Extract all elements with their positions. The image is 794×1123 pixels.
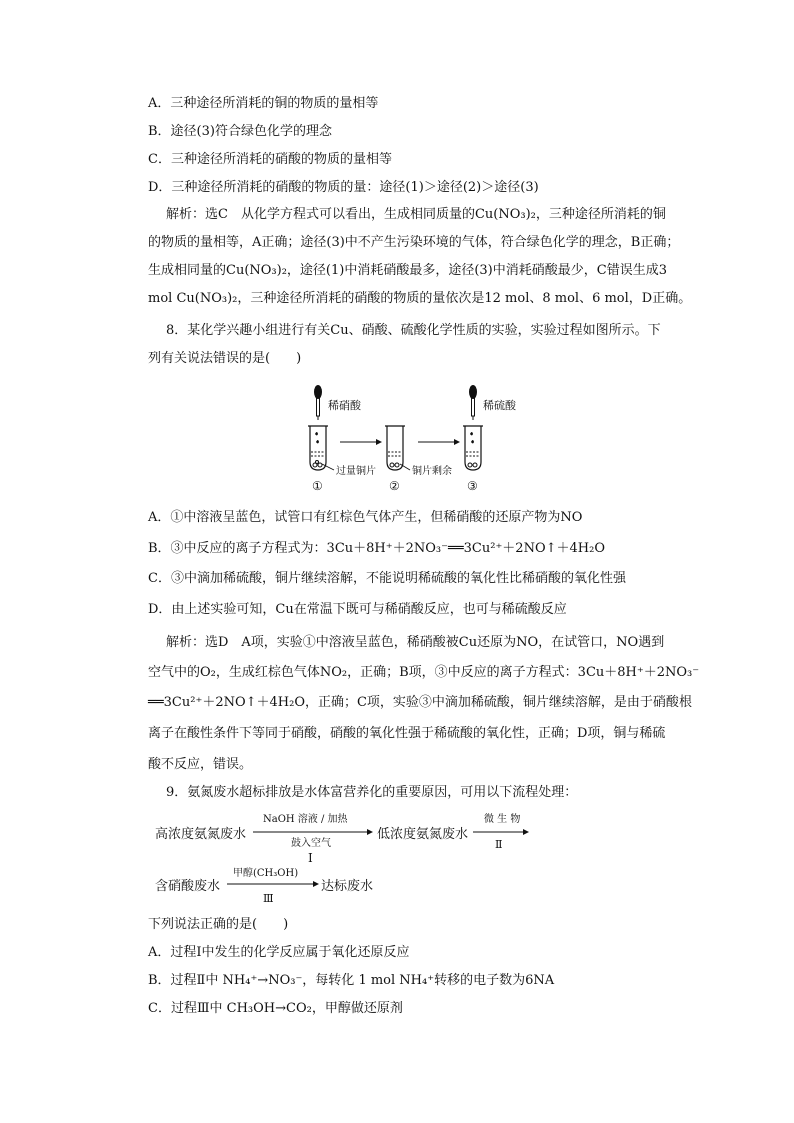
label-excess-copper: 过量铜片 [336,466,376,477]
dropper-icon [314,385,322,420]
q7-analysis-line: 解析：选C 从化学方程式可以看出，生成相同质量的Cu(NO₃)₂，三种途径所消耗的铜 [166,207,666,222]
test-tube-2 [385,426,405,470]
q9-option-c: C．过程Ⅲ中 CH₃OH→CO₂，甲醇做还原剂 [148,1001,403,1016]
q7-analysis-line: mol Cu(NO₃)₂，三种途径所消耗的硝酸的物质的量依次是12 mol、8 mol、6 mol，D正确。 [148,291,692,306]
flow-low-concentration: 低浓度氨氮废水 [377,827,469,842]
q8-option-a: A．①中溶液呈蓝色，试管口有红棕色气体产生，但稀硝酸的还原产物为NO [148,510,583,525]
flow-step3-number: Ⅲ [263,892,274,905]
q8-option-d: D．由上述实验可知，Cu在常温下既可与稀硝酸反应，也可与稀硫酸反应 [148,602,567,617]
q7-option-a: A．三种途径所消耗的铜的物质的量相等 [148,96,379,111]
test-tube-3 [463,426,483,470]
q9-option-b: B．过程Ⅱ中 NH₄⁺→NO₃⁻，每转化 1 mol NH₄⁺转移的电子数为6NA [148,973,555,988]
flow-nitrate-wastewater: 含硝酸废水 [155,879,221,894]
q7-analysis-line: 生成相同量的Cu(NO₃)₂，途径(1)中消耗硝酸最多，途径(3)中消耗硝酸最少，C错误生成3 [148,263,667,278]
q9-question: 下列说法正确的是( ) [148,917,289,932]
tube-label-1: ① [312,479,323,493]
tube-label-3: ③ [467,479,478,493]
flow-step1-reagent: NaOH 溶液 / 加热 [263,814,348,825]
q8-analysis-line: 解析：选D A项，实验①中溶液呈蓝色，稀硝酸被Cu还原为NO，在试管口，NO遇到 [166,635,665,650]
q8-analysis-line: ══3Cu²⁺＋2NO↑＋4H₂O，正确；C项，实验③中滴加稀硫酸，铜片继续溶解，是由于硝酸根 [148,695,692,710]
q7-option-b: B．途径(3)符合绿色化学的理念 [148,124,332,139]
q8-option-b: B．③中反应的离子方程式为：3Cu＋8H⁺＋2NO₃⁻══3Cu²⁺＋2NO↑＋4H₂O [148,541,605,556]
label-copper-remaining: 铜片剩余 [412,466,452,477]
flow-step1-air: 鼓入空气 [291,838,331,849]
q8-analysis-line: 离子在酸性条件下等同于硝酸，硝酸的氧化性强于稀硫酸的氧化性，正确；D项，铜与稀硫 [148,726,666,741]
q8-analysis-line: 空气中的O₂，生成红棕色气体NO₂，正确；B项，③中反应的离子方程式：3Cu＋8H⁺＋2NO₃⁻ [148,665,700,680]
q8-option-c: C．③中滴加稀硫酸，铜片继续溶解，不能说明稀硫酸的氧化性比稀硝酸的氧化性强 [148,571,626,586]
q9-option-a: A．过程Ⅰ中发生的化学反应属于氧化还原反应 [148,945,410,960]
tube-label-2: ② [389,479,400,493]
q8-experiment-figure [290,382,530,497]
flow-standard-wastewater: 达标废水 [321,879,374,894]
q9-stem: 9．氨氮废水超标排放是水体富营养化的重要原因，可用以下流程处理： [166,785,578,800]
label-dilute-sulfuric: 稀硫酸 [483,399,516,412]
q7-option-c: C．三种途径所消耗的硝酸的物质的量相等 [148,152,392,167]
label-dilute-nitric: 稀硝酸 [328,399,361,412]
flow-step3-reagent: 甲醇(CH₃OH) [233,868,299,879]
q8-stem: 8．某化学兴趣小组进行有关Cu、硝酸、硫酸化学性质的实验，实验过程如图所示。下 [166,323,661,338]
test-tube-1 [308,426,328,470]
q8-analysis-line: 酸不反应，错误。 [148,757,253,772]
q7-analysis-line: 的物质的量相等，A正确；途径(3)中不产生污染环境的气体，符合绿色化学的理念，B正确； [148,235,680,250]
flow-step2-number: Ⅱ [495,838,503,851]
q8-stem-cont: 列有关说法错误的是( ) [148,351,302,366]
q9-process-flow [155,810,545,910]
flow-step2-reagent: 微 生 物 [484,814,521,825]
flow-high-concentration: 高浓度氨氮废水 [155,827,247,842]
flow-step1-number: Ⅰ [308,851,313,865]
q7-option-d: D．三种途径所消耗的硝酸的物质的量：途径(1)＞途径(2)＞途径(3) [148,180,539,195]
dropper-icon [469,385,477,420]
